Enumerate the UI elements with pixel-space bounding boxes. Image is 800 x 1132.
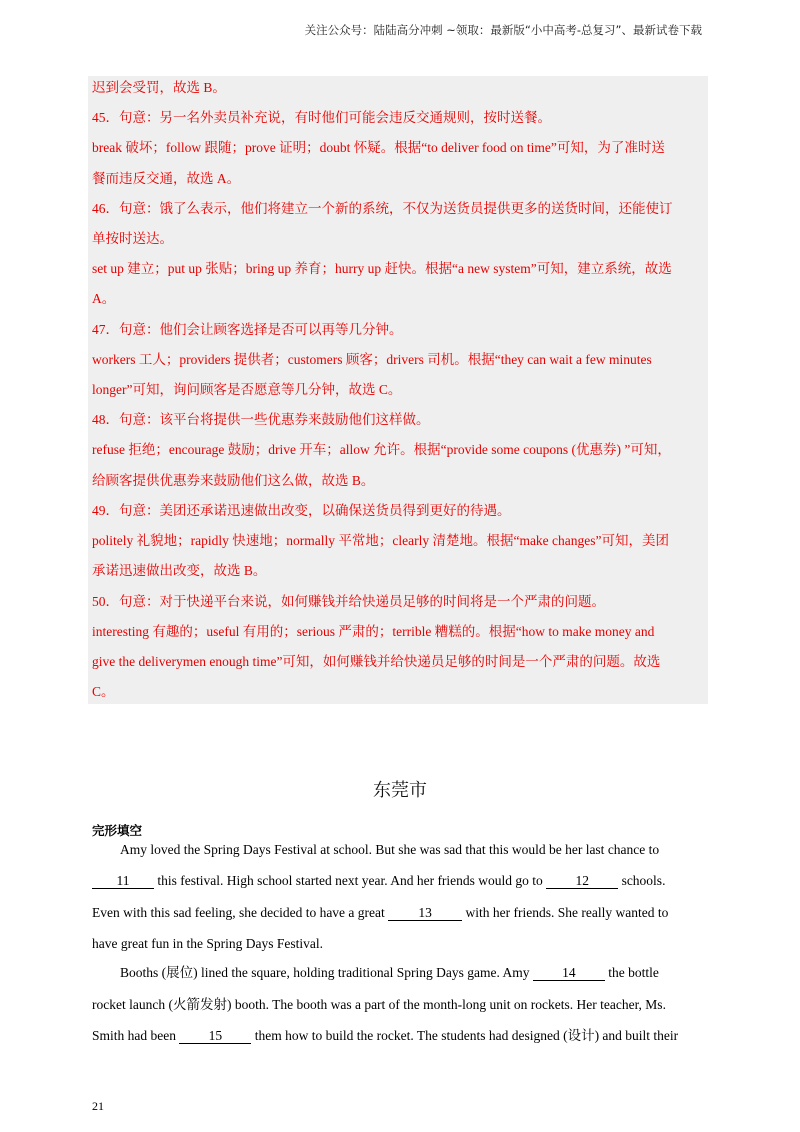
answer-line: 47．句意：他们会让顾客选择是否可以再等几分钟。 (92, 322, 403, 337)
answer-line: 餐而违反交通，故选 A。 (92, 171, 241, 186)
answer-line: 迟到会受罚，故选 B。 (92, 80, 226, 95)
passage-text: them how to build the rocket. The students had designed (设计) and built their (251, 1028, 679, 1043)
answer-line: 承诺迅速做出改变，故选 B。 (92, 563, 267, 578)
section-title: 东莞市 (373, 780, 427, 801)
answer-line: interesting 有趣的；useful 有用的；serious 严肃的；terrible 糟糕的。根据“how to make money and (92, 624, 655, 639)
passage-text: this festival. High school started next year. And her friends would go to (154, 873, 547, 888)
answer-line: longer”可知，询问顾客是否愿意等几分钟，故选 C。 (92, 382, 402, 397)
answer-line: 单按时送达。 (92, 231, 173, 246)
passage-text: schools. (618, 873, 666, 888)
answer-line: 45．句意：另一名外卖员补充说，有时他们可能会违反交通规则，按时送餐。 (92, 110, 551, 125)
answer-line: A。 (92, 291, 116, 306)
passage-text: Smith had been (92, 1028, 180, 1043)
passage-line: have great fun in the Spring Days Festival. (92, 936, 323, 951)
passage-text: the bottle (604, 965, 659, 980)
page-number: 21 (92, 1099, 104, 1113)
answer-line: 46．句意：饿了么表示，他们将建立一个新的系统，不仅为送货员提供更多的送货时间，还能使订 (92, 201, 673, 216)
answer-line: refuse 拒绝；encourage 鼓励；drive 开车；allow 允许。根据“provide some coupons (优惠券) ”可知， (92, 442, 671, 457)
answer-line: 50．句意：对于快递平台来说，如何赚钱并给快递员足够的时间将是一个严肃的问题。 (92, 594, 605, 609)
answer-line: break 破坏；follow 跟随；prove 证明；doubt 怀疑。根据“to deliver food on time”可知，为了准时送 (92, 140, 665, 155)
answer-line: politely 礼貌地；rapidly 快速地；normally 平常地；clearly 清楚地。根据“make changes”可知，美团 (92, 533, 670, 548)
passage-text: Even with this sad feeling, she decided to have a great (92, 905, 389, 920)
answer-line: set up 建立；put up 张贴；bring up 养育；hurry up 赶快。根据“a new system”可知，建立系统，故选 (92, 261, 672, 276)
passage-text: with her friends. She really wanted to (462, 905, 669, 920)
passage-line (120, 964, 740, 982)
answer-line: give the deliverymen enough time”可知，如何赚钱并给快递员足够的时间是一个严肃的问题。故选 (92, 654, 661, 669)
answer-line: 49．句意：美团还承诺迅速做出改变，以确保送货员得到更好的待遇。 (92, 503, 511, 518)
answer-line: C。 (92, 684, 115, 699)
blank-13[interactable]: 13 (388, 905, 462, 921)
blank-11[interactable]: 11 (92, 873, 154, 889)
passage-line (92, 872, 712, 890)
blank-14[interactable]: 14 (533, 965, 605, 981)
passage-line (92, 904, 712, 922)
answer-line: workers 工人；providers 提供者；customers 顾客；drivers 司机。根据“they can wait a few minutes (92, 352, 652, 367)
answer-line: 给顾客提供优惠券来鼓励他们这么做，故选 B。 (92, 473, 375, 488)
passage-line: Amy loved the Spring Days Festival at school. But she was sad that this would be her last chance to (120, 842, 660, 857)
blank-12[interactable]: 12 (546, 873, 618, 889)
page-header: 关注公众号：陆陆高分冲刺 ~领取：最新版“小中高考-总复习”、最新试卷下载 (304, 23, 702, 37)
passage-line: rocket launch (火箭发射) booth. The booth was a part of the month-long unit on rockets. Her teacher, Ms. (92, 997, 666, 1012)
answer-line: 48．句意：该平台将提供一些优惠券来鼓励他们这样做。 (92, 412, 430, 427)
passage-line (92, 1027, 712, 1045)
cloze-heading: 完形填空 (92, 823, 143, 838)
blank-15[interactable]: 15 (179, 1028, 251, 1044)
passage-text: Booths (展位) lined the square, holding traditional Spring Days game. Amy (120, 965, 533, 980)
